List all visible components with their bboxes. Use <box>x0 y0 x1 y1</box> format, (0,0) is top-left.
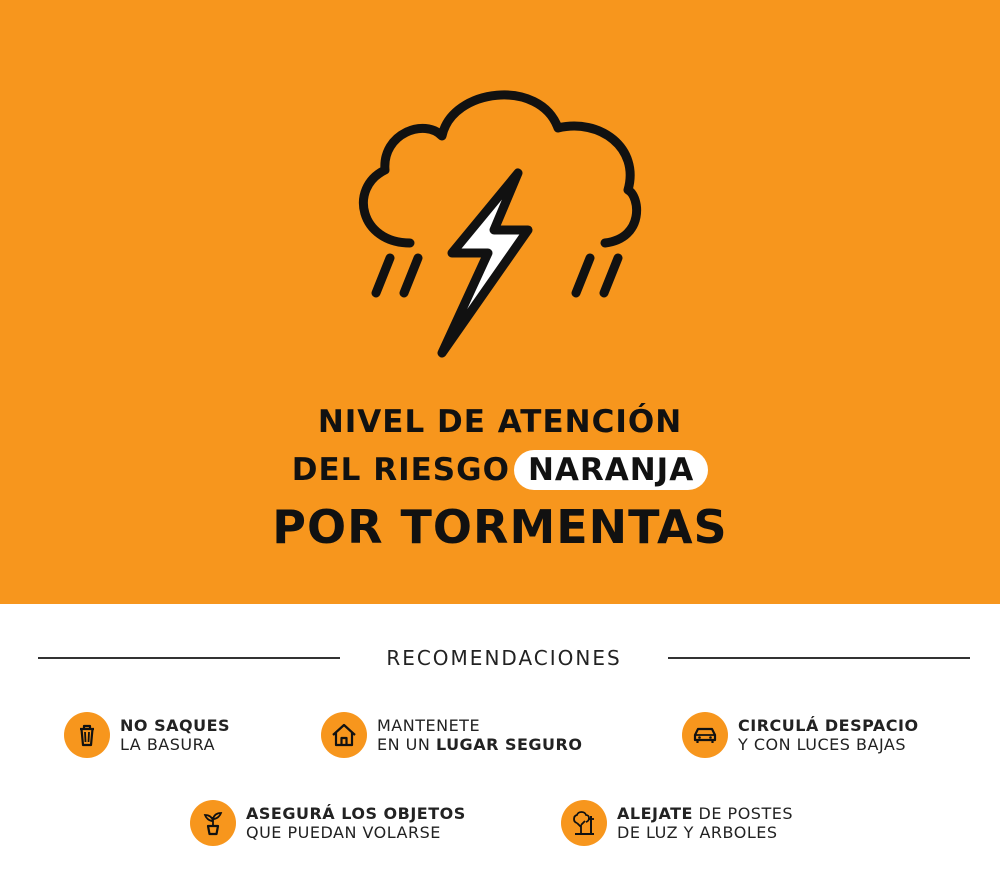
recommendation-item <box>321 712 582 758</box>
alert-title-line1: NIVEL DE ATENCIÓN <box>317 404 683 440</box>
recommendations-header <box>0 643 1000 673</box>
tree-icon <box>561 800 607 846</box>
recommendation-line2: QUE PUEDAN VOLARSE <box>246 823 441 842</box>
alert-title-line2 <box>0 450 1000 490</box>
recommendation-bold: LUGAR SEGURO <box>435 735 583 754</box>
risk-level-badge: NARANJA <box>514 450 708 490</box>
recommendation-bold: CIRCULÁ DESPACIO <box>738 716 919 735</box>
recommendation-line2: LA BASURA <box>120 735 216 754</box>
alert-title-line3: POR TORMENTAS <box>272 500 728 554</box>
recommendation-line2: Y CON LUCES BAJAS <box>738 735 906 754</box>
car-icon <box>682 712 728 758</box>
recommendation-line2: DE LUZ Y ARBOLES <box>617 823 778 842</box>
house-icon <box>321 712 367 758</box>
recommendation-bold: ASEGURÁ LOS OBJETOS <box>246 804 466 823</box>
potted-plant-icon <box>190 800 236 846</box>
recommendations-title: RECOMENDACIONES <box>386 646 622 670</box>
recommendation-item <box>190 800 466 846</box>
recommendation-item <box>561 800 793 846</box>
recommendation-item <box>64 712 230 758</box>
trash-can-icon <box>64 712 110 758</box>
recommendation-bold: ALEJATE <box>617 804 693 823</box>
recommendation-text <box>377 716 582 754</box>
storm-cloud-lightning-icon <box>340 78 660 368</box>
recommendation-text <box>617 804 793 842</box>
recommendation-line1: MANTENETE <box>377 716 481 735</box>
recommendation-item <box>682 712 919 758</box>
recommendation-line1-rest: DE POSTES <box>692 804 793 823</box>
recommendation-text <box>738 716 919 754</box>
recommendation-text <box>246 804 466 842</box>
divider-left <box>38 657 340 659</box>
alert-title-prefix: DEL RIESGO <box>291 452 510 488</box>
divider-right <box>668 657 970 659</box>
recommendation-text <box>120 716 230 754</box>
recommendation-line2-prefix: EN UN <box>377 735 436 754</box>
recommendation-bold: NO SAQUES <box>120 716 231 735</box>
